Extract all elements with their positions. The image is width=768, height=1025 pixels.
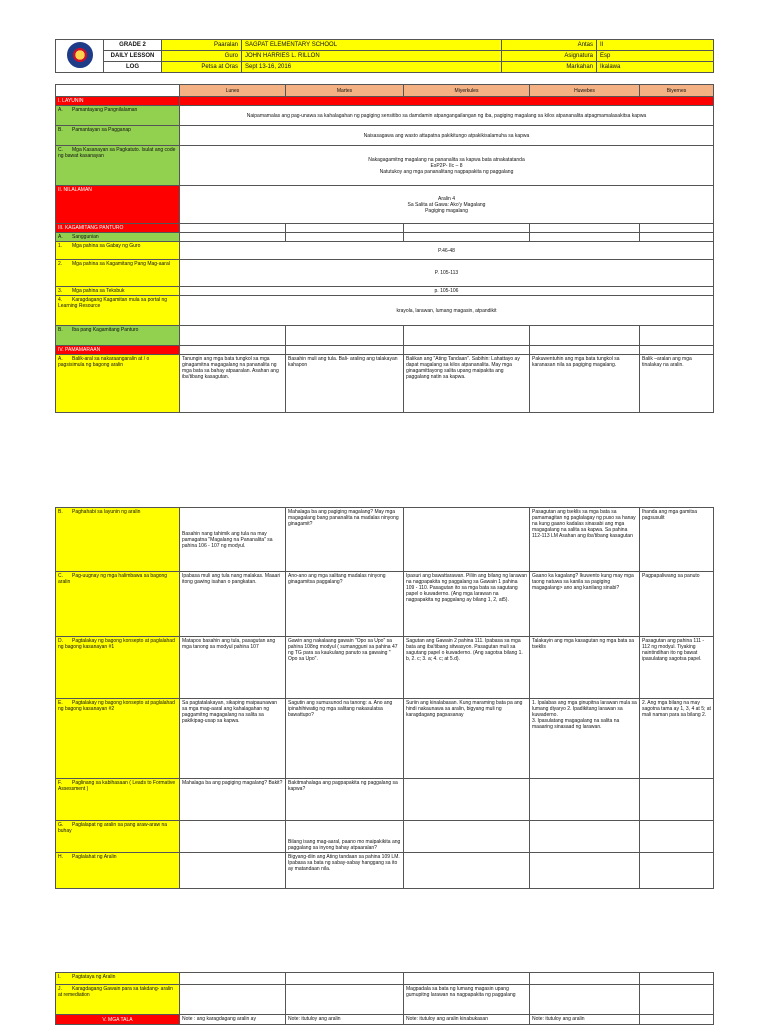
row-label-pagtalakay-2: E. Pagtalakay ng bagong konsepto at paglalahad ng bagong kasanayan #2	[56, 699, 180, 779]
row-label-pag-uugnay: C. Pag-uugnay ng mga halimbawa sa bagong aralin	[56, 572, 180, 637]
kagamitang-pang-mag-aaral-text: P. 105-113	[180, 260, 714, 287]
paghahabi-martes: Mahalaga ba ang pagiging magalang? May mga magagalang bang pananalita na madalas ninyong ginagamit?	[286, 508, 404, 572]
row-label-kagamitang-pang-mag-aaral: 2. Mga pahina sa Kagamitang Pang Mag-aaral	[56, 260, 180, 287]
karagdagang-gawain-miyerkules: Magpadala sa bata ng lumang magasin upang gumupitng larawan na nagpapakita ng paggalang	[404, 985, 530, 1015]
day-header: Martes	[286, 85, 404, 97]
pagtalakay-1-lunes: Matapos basahin ang tula, pasagutan ang mga tanong sa modyul pahina 107	[180, 637, 286, 699]
row-label-kasanayan: C. Mga Kasanayan sa Pagkatuto. Isulat ang code ng bawat kasanayan	[56, 146, 180, 186]
pagtalakay-2-lunes: Sa pagtatalakayan, sikaping maipaunawan sa mga mag-aaral ang kahalagahan ng paggamitng magagalang na salita sa pakikipag-usap sa kapwa.	[180, 699, 286, 779]
pagtalakay-1-biyernes: Pasagutan ang pahina 111 - 112 ng modyul. Tiyaking naintindihan ito ng bawat ipasulatang sagotsa papel.	[640, 637, 714, 699]
paaralan-value: SAGPAT ELEMENTARY SCHOOL	[242, 40, 502, 51]
pagtalakay-1-miyerkules: Sagutan ang Gawain 2 pahina 111. Ipabasa sa mga bata ang iba'tibang sitwasyon. Pasagutan muli sa sagutang papel o kuwaderno. (Ang sagotsa bilang 1. b, 2. c; 3. a; 4. c; at 5.d).	[404, 637, 530, 699]
lesson-table-part-3	[55, 972, 714, 1025]
row-label-gabay-ng-guro: 1. Mga pahina sa Gabay ng Guro	[56, 242, 180, 260]
paglinang-lunes: Mahalaga ba ang pagiging magalang? Bakit?	[180, 779, 286, 821]
petsa-label: Petsa at Oras	[162, 62, 242, 73]
lesson-table-part-2	[55, 507, 714, 889]
row-label-karagdagang-kagamitan: 4. Karagdagang Kagamitan mula sa portal ng Learning Resource	[56, 296, 180, 326]
row-label-paglalahat: H. Paglalahat ng Aralin	[56, 853, 180, 889]
corner-cell	[56, 85, 180, 97]
row-label-paglinang: F. Paglinang sa kabihasaan ( Leads to Formative Assessment )	[56, 779, 180, 821]
pagtalakay-1-huwebes: Talakayin ang mga kasagutan ng mga bata sa tseklis	[530, 637, 640, 699]
section-nilalaman: II. NILALAMAN	[56, 186, 180, 224]
paglalahat-martes: Bigyang-diin ang Ating tandaan sa pahina 109 LM. Ipabasa sa bata ng sabay-sabay hanggang sa ito ay matandaan nila.	[286, 853, 404, 889]
asignatura-label: Asignatura	[502, 51, 597, 62]
tala-miyerkules: Note: itutuloy ang aralin kinabukasan	[404, 1015, 530, 1025]
paghahabi-miyerkules	[404, 508, 530, 572]
day-header: Lunes	[180, 85, 286, 97]
kasanayan-text: Nakagagamitng magalang na pananalita sa kapwa bata atnakatatanda EsP2P- IIc – 8 Natutukoy ang mga pananalitang nagpapakita ng paggalang	[180, 146, 714, 186]
logo-cell	[56, 40, 104, 73]
pagtalakay-2-martes: Sagutin ang sumusunod na tanong: a. Ano ang ipinahihiwatig ng mga salitang nakasulatsa bawattupo?	[286, 699, 404, 779]
markahan-label: Markahan	[502, 62, 597, 73]
markahan-value: Ikalawa	[597, 62, 714, 73]
log-label: LOG	[104, 62, 162, 73]
deped-seal-icon	[67, 42, 93, 68]
balik-aral-lunes: Tanungin ang mga bata tungkol sa mga ginagamitna magagalang na pananalita ng mga bata sa bahay atpaaralan. Asahan ang iba'tibang kasagutan.	[180, 355, 286, 413]
balik-aral-huwebes: Pakuwentuhin ang mga bata tungkol sa karanasan nila sa pagiging magalang.	[530, 355, 640, 413]
antas-label: Antas	[502, 40, 597, 51]
pag-uugnay-miyerkules: Ipasuri ang bawattarawan. Piliin ang bilang ng larawan na nagpapakita ng paggalang sa Gawain 1 pahina 109 - 110. Pasagutan ito sa mga bata sa sagutang papel o kuwaderno. (Ang mga larawan na nagpapakita ng paggalang ay bilang 1, 2, at5).	[404, 572, 530, 637]
row-label-iba-pang-kagamitan: B. Iba pang Kagamitang Panturo	[56, 326, 180, 346]
balik-aral-miyerkules: Balikan ang "Ating Tandaan". Sabihin: Lahattayo ay dapat magalang sa kilos atpananalita. May mga ginagamittayong salita upang maipakita ang paggalang natin sa kapwa.	[404, 355, 530, 413]
balik-aral-biyernes: Balik –aralan ang mga tinalakay na aralin.	[640, 355, 714, 413]
row-label-karagdagang-gawain: J. Karagdagang Gawain para sa takdang- aralin at remediation	[56, 985, 180, 1015]
asignatura-value: Esp	[597, 51, 714, 62]
paghahabi-lunes: Basahin nang tahimik ang tula na may pamagatna "Magalang na Pananalita" sa pahina 106 - 107 ng modyul.	[180, 508, 286, 572]
gabay-ng-guro-text: P.46-48	[180, 242, 714, 260]
pagganap-text: Naisasagawa ang wasto attapatna pakikitungo atpakikisalamuha sa kapwa	[180, 126, 714, 146]
paghahabi-huwebes: Pasagutan ang tseklis sa mga bata sa pamamagitan ng paglalagay ng puso sa hanay na kung gaano kadalas sinasabi ang mga magagalang na salita sa kapwa. Sa pahina 112-113 LM Asahan ang iba'tibang kasagutan	[530, 508, 640, 572]
section-mga-tala: V. MGA TALA	[56, 1015, 180, 1025]
day-header: Miyerkules	[404, 85, 530, 97]
paghahabi-biyernes: Ihanda ang mga gamitsa pagsusulit	[640, 508, 714, 572]
dll-label: DAILY LESSON	[104, 51, 162, 62]
row-label-pamantayang-pangnilalaman: A. Pamantayang Pangnilalaman	[56, 106, 180, 126]
section-band	[180, 97, 714, 106]
paglinang-martes: Bakitmahalaga ang pagpapakita ng paggalang sa kapwa?	[286, 779, 404, 821]
pag-uugnay-huwebes: Gaano ka kagalang? Ikuwento kung may mga taong natuwa sa kanila sa pagiging magagalang> ano ang kanilang sinabi?	[530, 572, 640, 637]
pagtalakay-2-miyerkules: Suriin ang kinalabasan. Kung maraming bata pa ang hindi nakaunawa sa aralin, bigyang muli ng karagdagang pagsasanay	[404, 699, 530, 779]
section-layunin: I. LAYUNIN	[56, 97, 180, 106]
antas-value: II	[597, 40, 714, 51]
day-header: Huwebes	[530, 85, 640, 97]
lesson-table-part-1	[55, 84, 714, 413]
day-header: Biyernes	[640, 85, 714, 97]
row-label-pagtalakay-1: D. Pagtalakay ng bagong konsepto at paglalahad ng bagong kasanayan #1	[56, 637, 180, 699]
paglalapat-martes: Bilang isang mag-aaral, paano mo maipakikita ang paggalang sa inyong bahay atpaaralan?	[286, 821, 404, 853]
guro-label: Guro	[162, 51, 242, 62]
tala-lunes: Note : ang karagdagang aralin ay	[180, 1015, 286, 1025]
row-label-paghahabi: B. Paghahabi sa layunin ng aralin	[56, 508, 180, 572]
row-label-sanggunian: A. Sanggunian	[56, 233, 180, 242]
pagtalakay-2-biyernes: 2. Ang mga bilang na may sagotna tama ay 1, 3, 4 at 5; at mali naman para sa bilang 2.	[640, 699, 714, 779]
tala-martes: Note: itutuloy ang aralin	[286, 1015, 404, 1025]
row-label-pagtataya: I. Pagtataya ng Aralin	[56, 973, 180, 985]
header-table	[55, 39, 714, 73]
row-label-pamantayan-sa-pagganap: B. Pamantayan sa Pagganap	[56, 126, 180, 146]
pag-uugnay-lunes: Ipabasa muli ang tula nang malakas. Maaari itong gawing isahan o pangkatan.	[180, 572, 286, 637]
petsa-value: Sept 13-16, 2016	[242, 62, 502, 73]
nilalaman-text: Aralin 4 Sa Salita at Gawa: Ako'y Magalang Pagiging magalang	[180, 186, 714, 224]
pag-uugnay-biyernes: Pagpapaliwang sa panuto	[640, 572, 714, 637]
section-kagamitan: III. KAGAMITANG PANTURO	[56, 224, 180, 233]
pagtalakay-2-huwebes: 1. Ipalabas ang mga ginupitna larawan mula sa lumang diyaryo 2. Ipadikitang larawan sa kuwaderno. 3. Ipasulatang magagalang na salita na maaaring sinasaad ng larawan.	[530, 699, 640, 779]
tala-huwebes: Note: itutuloy ang aralin	[530, 1015, 640, 1025]
grade-label: GRADE 2	[104, 40, 162, 51]
pag-uugnay-martes: Ano-ano ang mga salitang madalas ninyong ginagamitsa paggalang?	[286, 572, 404, 637]
guro-value: JOHN HARRIES L. RILLON	[242, 51, 502, 62]
karagdagang-kagamitan-text: krayola, larawan, lumang magasin, atpandikit	[180, 296, 714, 326]
pangnilalaman-text: Naipamamalas ang pag-unawa sa kahalagahan ng pagiging sensitibo sa damdamin atpangangailangan ng iba, pagiging magalang sa kilos atpananalita atpagmamalasakitsa kapwa	[180, 106, 714, 126]
paaralan-label: Paaralan	[162, 40, 242, 51]
teksbuk-text: p. 105-106	[180, 287, 714, 296]
balik-aral-martes: Basahin muli ang tula. Bali- araling ang talakayan kahapon	[286, 355, 404, 413]
pagtalakay-1-martes: Gawin ang nakalaang gawain "Opo sa Upo" sa pahina 108ng modyul ( sumangguni sa pahina 47 ng TG para sa kaukulang panuto sa gawaing " Opo sa Upo".	[286, 637, 404, 699]
row-label-paglalapat: G. Paglalapat ng aralin sa pang araw-araw na buhay	[56, 821, 180, 853]
row-label-balik-aral: A. Balik-aral sa nakaraangaralin at / o pagsisimula ng bagong aralin	[56, 355, 180, 413]
row-label-teksbuk: 3. Mga pahina sa Teksbuk	[56, 287, 180, 296]
section-pamamaraan: IV. PAMAMARAAN	[56, 346, 180, 355]
